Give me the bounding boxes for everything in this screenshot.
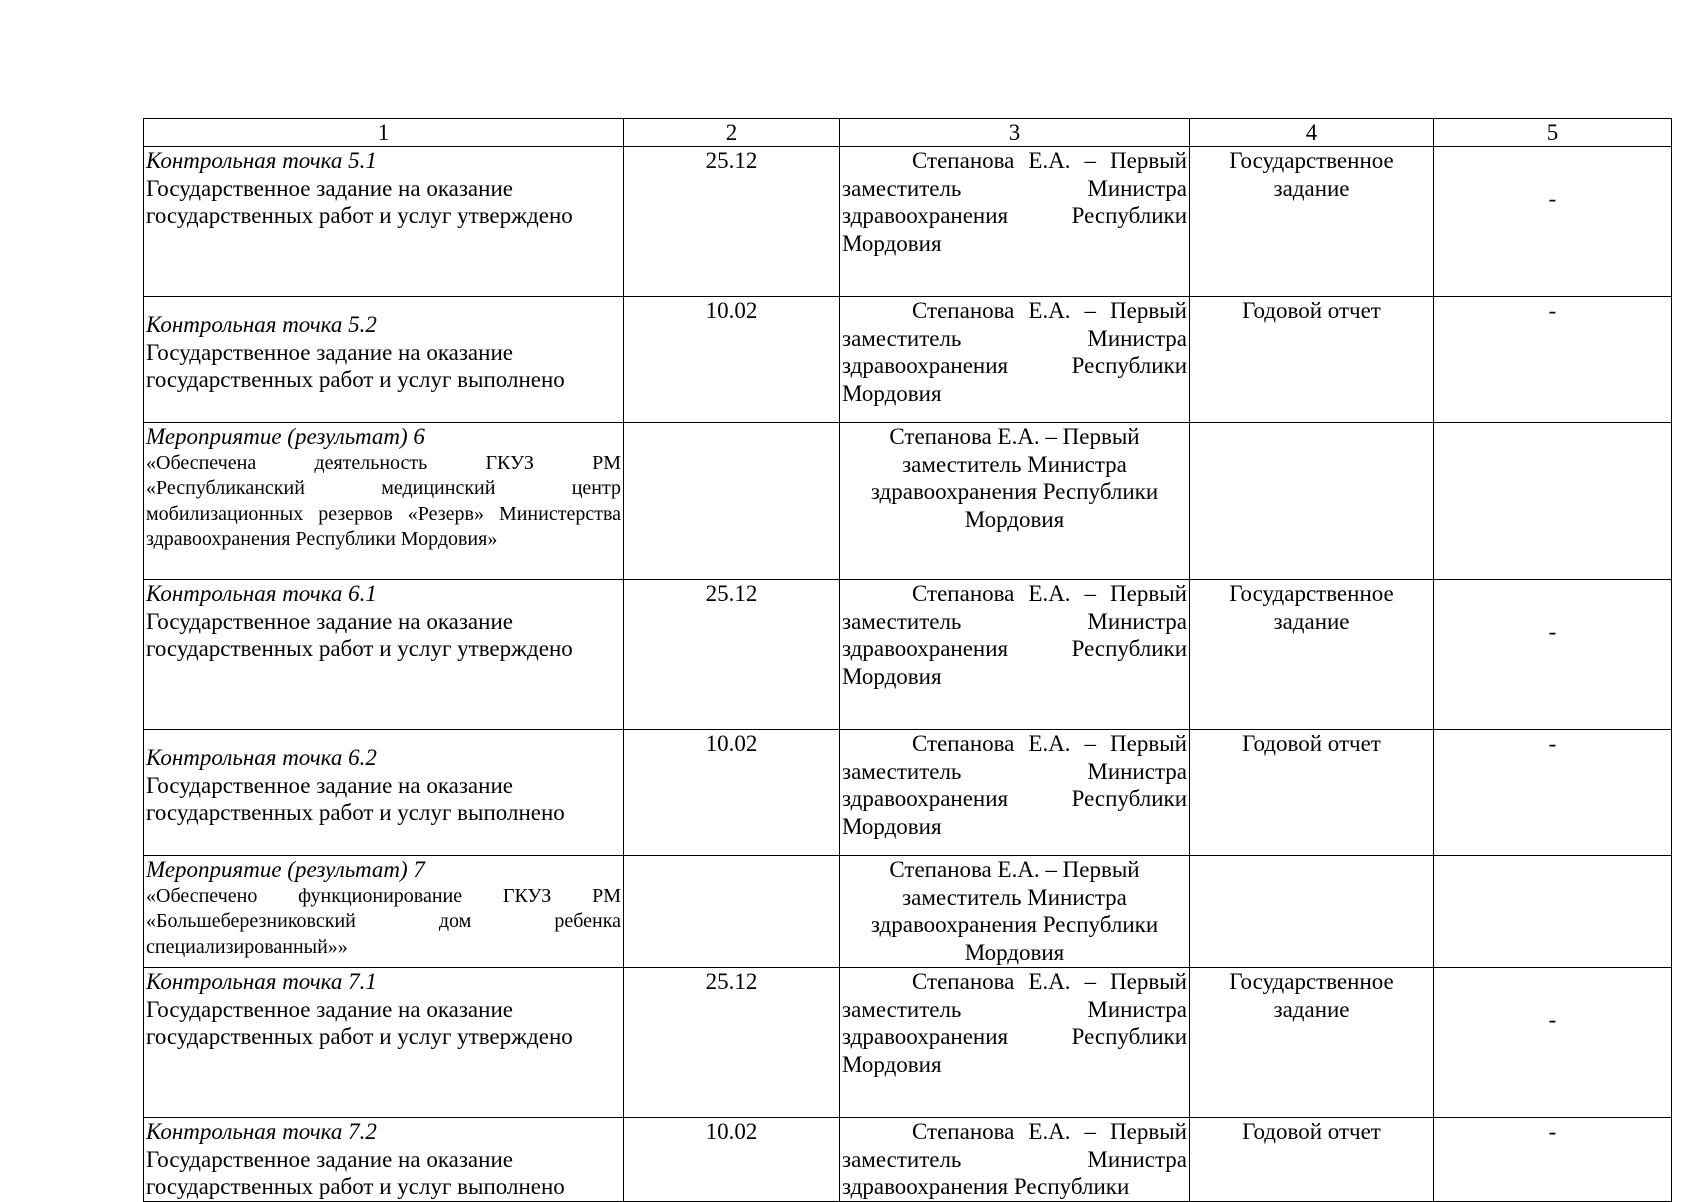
- event-cell: [144, 1118, 624, 1202]
- document-cell: [1190, 856, 1434, 968]
- note-cell: [1434, 423, 1672, 580]
- document-cell: Государственное задание: [1190, 147, 1434, 297]
- event-text: Государственное задание на оказание государственных работ и услуг утверждено: [146, 996, 573, 1049]
- document-cell: Годовой отчет: [1190, 730, 1434, 856]
- responsible-cell: Степанова Е.А. – Первый заместитель Министра здравоохранения Республики Мордовия: [840, 423, 1190, 580]
- column-header: 1: [144, 119, 624, 147]
- date-cell: 25.12: [624, 580, 840, 730]
- event-title: Контрольная точка 5.1: [146, 148, 377, 173]
- responsible-text: Степанова Е.А. – Первый заместитель Министра здравоохранения Республики Мордовия: [842, 731, 1187, 839]
- date-cell: 10.02: [624, 1118, 840, 1202]
- document-cell: [1190, 423, 1434, 580]
- responsible-cell: [840, 297, 1190, 423]
- event-cell: [144, 968, 624, 1118]
- event-cell: [144, 580, 624, 730]
- responsible-cell: [840, 580, 1190, 730]
- responsible-cell: [840, 147, 1190, 297]
- event-text: «Обеспечена деятельность ГКУЗ РМ «Республиканский медицинский центр мобилизационных резервов «Резерв» Министерства здравоохранения Республики Мордовия»: [146, 451, 621, 550]
- date-cell: [624, 856, 840, 968]
- event-title: Контрольная точка 6.2: [146, 745, 377, 770]
- responsible-cell: [840, 968, 1190, 1118]
- event-text: Государственное задание на оказание государственных работ и услуг выполнено: [146, 772, 565, 825]
- event-title: Контрольная точка 7.2: [146, 1119, 377, 1144]
- table-header-row: [144, 119, 1672, 147]
- table-row: [144, 147, 1672, 297]
- event-title: Контрольная точка 6.1: [146, 581, 377, 606]
- column-header: 4: [1190, 119, 1434, 147]
- event-text: Государственное задание на оказание государственных работ и услуг выполнено: [146, 339, 565, 392]
- note-cell: -: [1434, 297, 1672, 423]
- document-cell: Годовой отчет: [1190, 1118, 1434, 1202]
- event-title: Мероприятие (результат) 6: [146, 424, 425, 449]
- date-cell: 10.02: [624, 730, 840, 856]
- table-row: [144, 968, 1672, 1118]
- date-cell: 25.12: [624, 968, 840, 1118]
- date-cell: 25.12: [624, 147, 840, 297]
- event-title: Контрольная точка 7.1: [146, 969, 377, 994]
- table-row: [144, 580, 1672, 730]
- note-cell: [1434, 856, 1672, 968]
- event-cell: [144, 147, 624, 297]
- note-cell: -: [1434, 580, 1672, 730]
- table-row: [144, 1118, 1672, 1202]
- responsible-cell: Степанова Е.А. – Первый заместитель Министра здравоохранения Республики Мордовия: [840, 856, 1190, 968]
- event-cell: [144, 856, 624, 968]
- event-text: Государственное задание на оказание государственных работ и услуг выполнено: [146, 1146, 565, 1199]
- responsible-text: Степанова Е.А. – Первый заместитель Министра здравоохранения Республики Мордовия: [842, 298, 1187, 406]
- plan-table: [143, 118, 1672, 1202]
- responsible-cell: [840, 1118, 1190, 1202]
- table-row: [144, 856, 1672, 968]
- event-text: Государственное задание на оказание государственных работ и услуг утверждено: [146, 608, 573, 661]
- table-row: [144, 730, 1672, 856]
- date-cell: [624, 423, 840, 580]
- column-header: 5: [1434, 119, 1672, 147]
- event-title: Мероприятие (результат) 7: [146, 857, 425, 882]
- column-header: 2: [624, 119, 840, 147]
- document-cell: Государственное задание: [1190, 968, 1434, 1118]
- document-cell: Государственное задание: [1190, 580, 1434, 730]
- event-text: Государственное задание на оказание государственных работ и услуг утверждено: [146, 175, 573, 228]
- note-cell: -: [1434, 1118, 1672, 1202]
- responsible-text: Степанова Е.А. – Первый заместитель Министра здравоохранения Республики Мордовия: [842, 148, 1187, 256]
- note-cell: -: [1434, 730, 1672, 856]
- responsible-text: Степанова Е.А. – Первый заместитель Министра здравоохранения Республики Мордовия: [842, 581, 1187, 689]
- date-cell: 10.02: [624, 297, 840, 423]
- responsible-text: Степанова Е.А. – Первый заместитель Министра здравоохранения Республики: [842, 1119, 1187, 1199]
- table-row: [144, 297, 1672, 423]
- event-cell: [144, 297, 624, 423]
- event-cell: [144, 730, 624, 856]
- event-cell: [144, 423, 624, 580]
- column-header: 3: [840, 119, 1190, 147]
- note-cell: -: [1434, 968, 1672, 1118]
- table-row: [144, 423, 1672, 580]
- responsible-cell: [840, 730, 1190, 856]
- responsible-text: Степанова Е.А. – Первый заместитель Министра здравоохранения Республики Мордовия: [842, 969, 1187, 1077]
- note-cell: -: [1434, 147, 1672, 297]
- event-title: Контрольная точка 5.2: [146, 312, 377, 337]
- document-cell: Годовой отчет: [1190, 297, 1434, 423]
- event-text: «Обеспечено функционирование ГКУЗ РМ «Большеберезниковский дом ребенка специализированный»»: [146, 884, 621, 958]
